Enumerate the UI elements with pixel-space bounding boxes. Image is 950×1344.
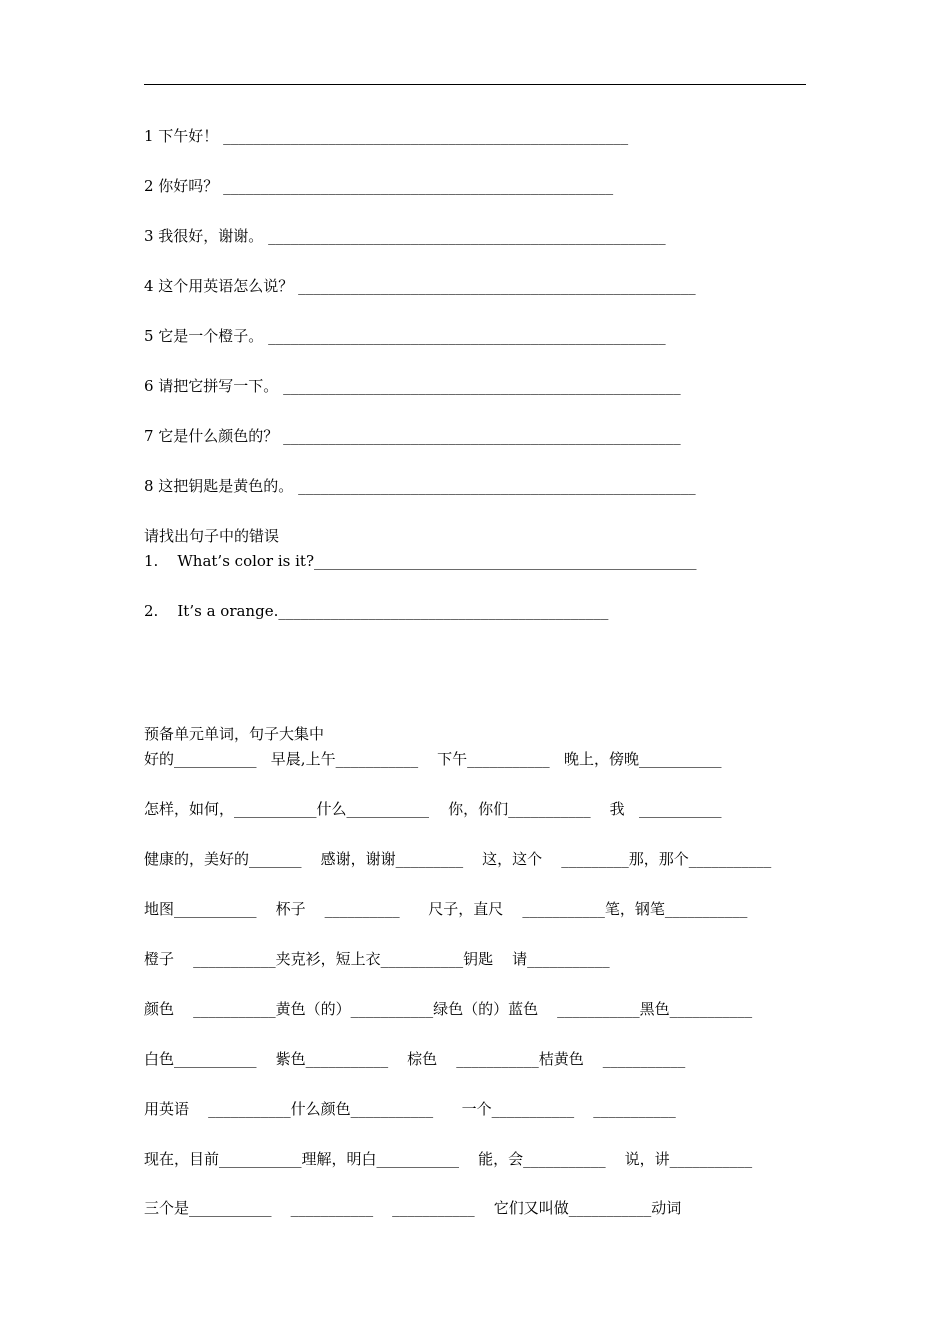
translation-item-1: 1 下午好！ ______________________________________________________	[144, 127, 629, 145]
header-rule	[144, 84, 806, 85]
vocab-section-title: 预备单元单词，句子大集中	[144, 725, 325, 743]
vocab-line-5: 橙子 ___________夹克衫，短上衣___________钥匙 请___________	[144, 950, 610, 968]
vocab-line-2: 怎样，如何，___________什么___________ 你，你们___________ 我 ___________	[144, 800, 722, 818]
vocab-line-1: 好的___________ 早晨,上午___________ 下午___________ 晚上，傍晚___________	[144, 750, 722, 768]
translation-item-7: 7 它是什么颜色的？ _____________________________________________________	[144, 427, 681, 445]
translation-item-5: 5 它是一个橙子。 _____________________________________________________	[144, 327, 666, 345]
vocab-line-7: 白色___________ 紫色___________ 棕色 ___________桔黄色 ___________	[144, 1050, 686, 1068]
vocab-line-4: 地图___________ 杯子 __________ 尺子，直尺 ___________笔，钢笔___________	[144, 900, 748, 918]
error-section-title: 请找出句子中的错误	[144, 527, 280, 545]
vocab-line-6: 颜色 ___________黄色（的）___________绿色（的）蓝色 ___________黑色___________	[144, 1000, 753, 1018]
error-item-2: 2. It’s a orange.____________________________________________	[144, 602, 609, 620]
error-item-1: 1. What’s color is it?___________________________________________________	[144, 552, 697, 570]
vocab-line-8: 用英语 ___________什么颜色___________ 一个___________ ___________	[144, 1100, 676, 1118]
translation-item-4: 4 这个用英语怎么说？ _____________________________________________________	[144, 277, 696, 295]
vocab-line-9: 现在，目前___________理解，明白___________ 能，会___________ 说，讲___________	[144, 1150, 753, 1168]
vocab-line-10: 三个是___________ ___________ ___________ 它们又叫做___________动词	[144, 1199, 682, 1217]
translation-item-3: 3 我很好，谢谢。 _____________________________________________________	[144, 227, 666, 245]
vocab-line-3: 健康的，美好的_______ 感谢，谢谢_________ 这，这个 _________那，那个___________	[144, 850, 772, 868]
translation-item-8: 8 这把钥匙是黄色的。 _____________________________________________________	[144, 477, 696, 495]
translation-item-2: 2 你好吗？ ____________________________________________________	[144, 177, 614, 195]
translation-item-6: 6 请把它拼写一下。 _____________________________________________________	[144, 377, 681, 395]
